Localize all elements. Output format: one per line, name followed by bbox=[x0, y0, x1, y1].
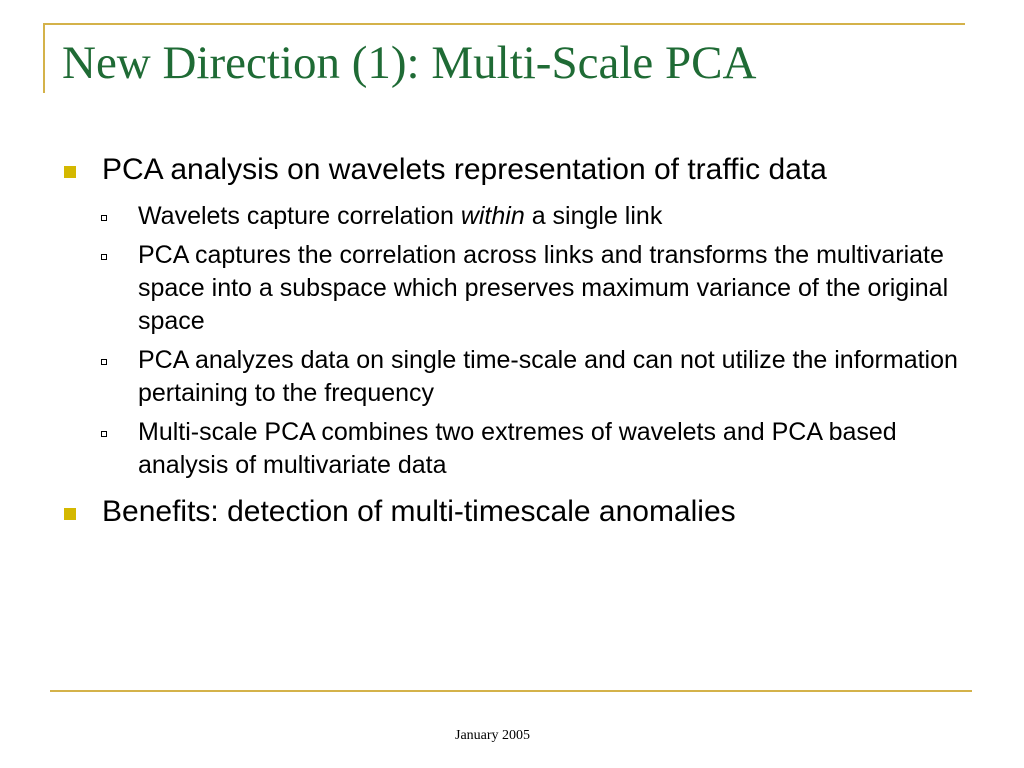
square-bullet-icon bbox=[64, 166, 76, 178]
sub-bullet-text: Multi-scale PCA combines two extremes of wavelets and PCA based analysis of multivariate data bbox=[138, 418, 897, 479]
hollow-square-bullet-icon bbox=[101, 359, 107, 365]
hollow-square-bullet-icon bbox=[101, 215, 107, 221]
hollow-square-bullet-icon bbox=[101, 431, 107, 437]
footer-divider bbox=[50, 690, 972, 692]
title-frame-top-line bbox=[43, 23, 965, 25]
sub-bullet-text-post: a single link bbox=[524, 202, 663, 230]
sub-bullet-list bbox=[62, 200, 962, 482]
sub-bullet-wavelets bbox=[62, 200, 962, 233]
sub-bullet-pca-captures bbox=[62, 239, 962, 338]
sub-bullet-text: PCA captures the correlation across links and transforms the multivariate space into a subspace which preserves maximum variance of the original space bbox=[138, 241, 949, 335]
bullet-text: Benefits: detection of multi-timescale anomalies bbox=[102, 495, 736, 528]
sub-bullet-text-pre: Wavelets capture correlation bbox=[138, 202, 461, 230]
footer-date: January 2005 bbox=[455, 728, 531, 743]
sub-bullet-emphasis: within bbox=[460, 202, 525, 230]
title-frame-left-line bbox=[43, 23, 45, 93]
sub-bullet-multiscale-pca bbox=[62, 416, 962, 482]
bullet-text: PCA analysis on wavelets representation of traffic data bbox=[102, 153, 827, 186]
sub-bullet-text: PCA analyzes data on single time-scale and can not utilize the information pertaining to the frequency bbox=[138, 346, 958, 407]
bullet-benefits bbox=[62, 494, 962, 530]
hollow-square-bullet-icon bbox=[101, 254, 107, 260]
bullet-pca-analysis bbox=[62, 152, 962, 188]
slide-title: New Direction (1): Multi-Scale PCA bbox=[62, 37, 757, 89]
slide-content bbox=[62, 152, 962, 542]
square-bullet-icon bbox=[64, 508, 76, 520]
sub-bullet-pca-analyzes bbox=[62, 344, 962, 410]
